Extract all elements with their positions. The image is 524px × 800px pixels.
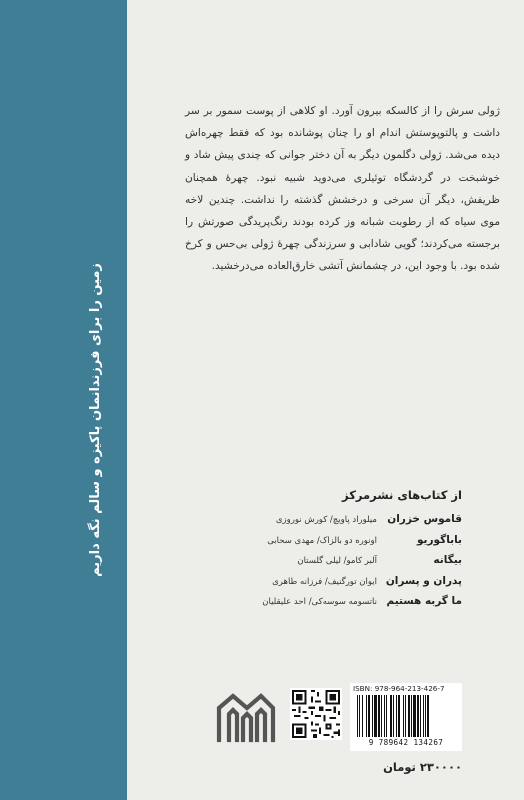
- catalog-item-title: بیگانه: [433, 554, 462, 566]
- excerpt-paragraph: ژولی سرش را از کالسکه بیرون آورد. او کلاهی از پوست سمور بر سر داشت و پالتوپوستش اندام او را چنان پوشانده بود که فقط چهره‌اش دیده می‌شد. ژولی دگلمون دیگر به آن دختر جوانی که چندی پیش شاد و خوشبخت در گردشگاه توئیلری می‌دوید شبیه نبود. چهرهٔ همچنان ظریفش، دیگر آن سرخی و درخشش گذشته را نداشت. چندین لاخه موی سیاه که از رطوبت شبانه وز کرده بودند رنگ‌پریدگی صورتش را برجسته می‌کردند؛ گویی شادابی و سرزندگی چهرهٔ ژولی بی‌حس و کرخ شده بود. با وجود این، در چشمانش آتشی خارق‌العاده می‌درخشید.: [185, 105, 500, 273]
- catalog-item: [172, 554, 462, 575]
- catalog-item-authors: میلوراد پاویچ/ کورش نوروزی: [275, 515, 377, 525]
- catalog-item-title: باباگوریو: [416, 533, 462, 546]
- catalog-item: [172, 595, 462, 616]
- barcode-label: [350, 683, 462, 751]
- qr-code-icon: [290, 688, 342, 740]
- catalog-item-authors: ایوان تورگنیف/ فرزانه طاهری: [272, 576, 377, 587]
- catalog-item-authors: اونوره دو بالزاک/ مهدی سحابی: [267, 535, 377, 546]
- publisher-logo-icon: [215, 688, 277, 744]
- catalog-item: [172, 534, 462, 555]
- catalog-item-title: پدران و پسران: [385, 574, 462, 587]
- isbn-text: ISBN: 978-964-213-426-7: [353, 684, 445, 693]
- catalog-item-title: ما گربه هستیم: [386, 595, 462, 607]
- catalog-item: [172, 513, 462, 534]
- catalog-item-title: قاموس خزران: [387, 513, 462, 525]
- cover-tagline: زمین را برای فرزندانمان پاکیزه و سالم نگه داریم: [88, 263, 103, 577]
- catalog-item: [172, 575, 462, 596]
- catalog-item-authors: آلبر کامو/ لیلی گلستان: [297, 556, 377, 566]
- catalog-heading: از کتاب‌های نشرمرکز: [342, 488, 462, 502]
- barcode-bars: [357, 695, 455, 737]
- catalog-item-authors: ناتسومه سوسه‌کی/ احد علیقلیان: [262, 597, 377, 607]
- cover-color-band: [0, 0, 127, 800]
- price-label: ۲۳۰۰۰۰ تومان: [383, 760, 462, 774]
- catalog-list: [172, 513, 462, 616]
- book-excerpt: [185, 100, 500, 278]
- ean-number: 9 789642 134267: [368, 738, 444, 747]
